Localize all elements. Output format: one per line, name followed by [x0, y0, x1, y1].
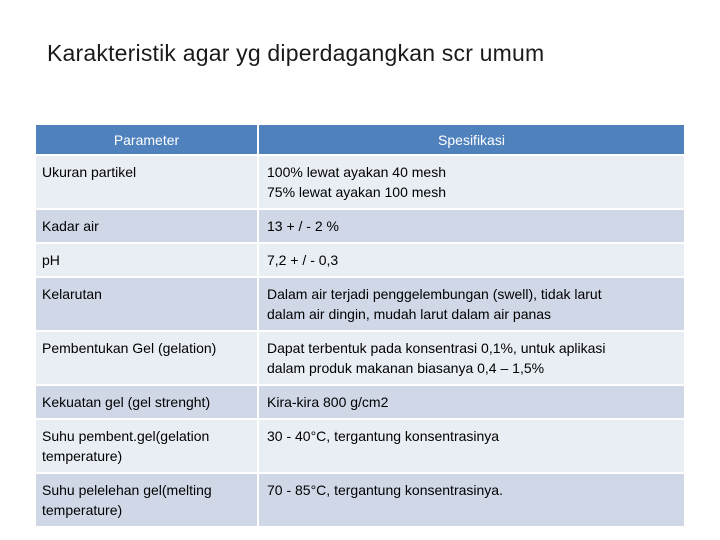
table-row [36, 243, 684, 277]
cell-spesifikasi [258, 385, 684, 419]
table-row [36, 385, 684, 419]
cell-parameter [36, 209, 258, 243]
cell-spesifikasi [258, 473, 684, 527]
cell-text: Kelarutan [42, 286, 102, 302]
cell-text: Suhu pembent.gel(gelation [42, 428, 210, 444]
table-row [36, 209, 684, 243]
table-row [36, 331, 684, 385]
cell-spesifikasi [258, 419, 684, 473]
cell-text: dalam produk makanan biasanya 0,4 – 1,5% [267, 360, 545, 376]
cell-text: Dapat terbentuk pada konsentrasi 0,1%, untuk aplikasi [267, 340, 606, 356]
table-header-row [36, 125, 684, 155]
cell-spesifikasi [258, 209, 684, 243]
cell-parameter [36, 331, 258, 385]
cell-text: Kekuatan gel (gel strenght) [42, 394, 211, 410]
cell-parameter [36, 419, 258, 473]
cell-text: 75% lewat ayakan 100 mesh [267, 184, 446, 200]
cell-text: Suhu pelelehan gel(melting [42, 482, 212, 498]
table-row [36, 155, 684, 209]
cell-spesifikasi [258, 277, 684, 331]
cell-text: Kira-kira 800 g/cm2 [267, 394, 389, 410]
cell-parameter [36, 155, 258, 209]
cell-spesifikasi [258, 155, 684, 209]
table-row [36, 473, 684, 527]
cell-text: temperature) [42, 448, 123, 464]
cell-text: Ukuran partikel [42, 164, 137, 180]
table-row [36, 419, 684, 473]
cell-text: Dalam air terjadi penggelembungan (swell), tidak larut [267, 286, 602, 302]
cell-parameter [36, 243, 258, 277]
header-parameter: Parameter [36, 125, 258, 155]
spec-table [36, 125, 684, 528]
cell-text: Kadar air [42, 218, 99, 234]
cell-text: 13 + / - 2 % [267, 218, 339, 234]
cell-spesifikasi [258, 331, 684, 385]
cell-text: 100% lewat ayakan 40 mesh [267, 164, 446, 180]
cell-text: 30 - 40°C, tergantung konsentrasinya [267, 428, 500, 444]
cell-text: Pembentukan Gel (gelation) [42, 340, 217, 356]
cell-parameter [36, 277, 258, 331]
cell-text: pH [42, 252, 60, 268]
cell-text: 70 - 85°C, tergantung konsentrasinya. [267, 482, 503, 498]
cell-text: temperature) [42, 502, 123, 518]
table-row [36, 277, 684, 331]
cell-text: 7,2 + / - 0,3 [267, 252, 339, 268]
header-spesifikasi: Spesifikasi [258, 125, 684, 155]
cell-parameter [36, 473, 258, 527]
slide-title: Karakteristik agar yg diperdagangkan scr umum [47, 40, 545, 66]
cell-spesifikasi [258, 243, 684, 277]
cell-parameter [36, 385, 258, 419]
cell-text: dalam air dingin, mudah larut dalam air panas [267, 306, 552, 322]
